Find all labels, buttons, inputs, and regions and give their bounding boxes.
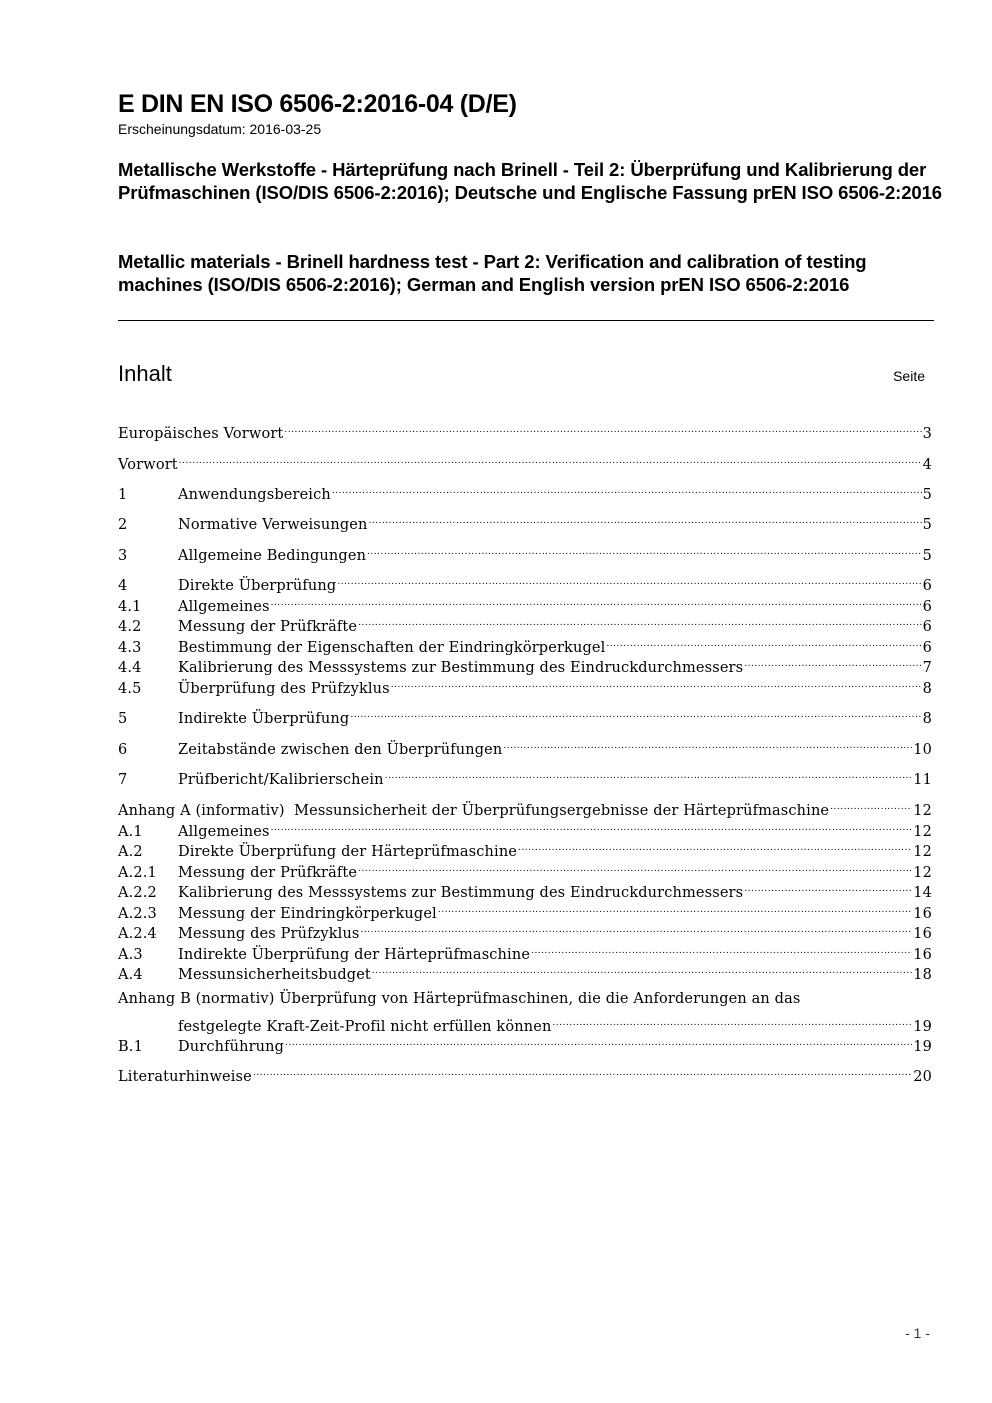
toc-leader-dots (552, 1010, 912, 1031)
toc-entry-page: 20 (913, 1069, 932, 1085)
toc-entry-page: 3 (922, 426, 932, 442)
toc-entry-number: 4.4 (118, 660, 142, 676)
toc-entry[interactable] (118, 539, 932, 564)
toc-page-column-label: Seite (893, 368, 925, 384)
toc-leader-dots (744, 651, 921, 672)
toc-entry[interactable] (118, 448, 932, 473)
toc-leader-dots (271, 815, 913, 836)
toc-leader-dots (391, 672, 922, 693)
toc-entry-number: 6 (118, 742, 128, 758)
toc-leader-dots (385, 763, 913, 784)
toc-entry-number: A.2.3 (118, 906, 157, 922)
toc-entry-number: 4.3 (118, 640, 142, 656)
toc-entry[interactable] (118, 897, 932, 922)
toc-entry-text: Messung der Eindringkörperkugel (178, 906, 437, 922)
toc-leader-dots (337, 569, 921, 590)
toc-entry-text: Normative Verweisungen (178, 517, 368, 533)
toc-entry-number: 2 (118, 517, 128, 533)
toc-leader-dots (179, 448, 922, 469)
toc-leader-dots (503, 733, 912, 754)
toc-entry[interactable] (118, 938, 932, 963)
toc-entry[interactable] (118, 569, 932, 594)
toc-entry-number: 3 (118, 548, 128, 564)
toc-entry-number: A.4 (118, 967, 143, 983)
page-number: - 1 - (905, 1325, 930, 1341)
toc-entry-number: 4.1 (118, 599, 142, 615)
toc-entry-number: A.3 (118, 947, 143, 963)
toc-entry-page: 6 (922, 619, 932, 635)
toc-entry-page: 16 (913, 926, 932, 942)
toc-entry[interactable] (118, 733, 932, 758)
toc-entry[interactable] (118, 958, 932, 983)
toc-leader-dots (606, 631, 921, 652)
toc-entry-number: 7 (118, 772, 128, 788)
header-divider (118, 320, 934, 321)
title-german: Metallische Werkstoffe - Härteprüfung nach Brinell - Teil 2: Überprüfung und Kalibrierung der Prüfmaschinen (ISO/DIS 6506-2:2016); Deutsche und Englische Fassung prEN ISO 6506-2:2016 (118, 159, 942, 203)
toc-entry-page: 12 (913, 865, 932, 881)
toc-entry-page: 19 (913, 1039, 932, 1055)
toc-entry-text: Messung der Prüfkräfte (178, 865, 358, 881)
toc-entry[interactable] (118, 417, 932, 442)
toc-entry-number: A.1 (118, 824, 143, 840)
toc-entry[interactable] (118, 876, 932, 901)
toc-entry[interactable] (118, 917, 932, 942)
toc-entry-text: Kalibrierung des Messsystems zur Bestimmung des Eindruckdurchmessers (178, 660, 744, 676)
toc-entry[interactable] (118, 631, 932, 656)
toc-entry-page: 4 (922, 457, 932, 473)
toc-entry-text: Indirekte Überprüfung der Härteprüfmaschine (178, 947, 531, 963)
toc-leader-dots (253, 1060, 912, 1081)
toc-entry-page: 6 (922, 578, 932, 594)
toc-entry-number: A.2.1 (118, 865, 157, 881)
toc-entry-page: 16 (913, 906, 932, 922)
toc-heading: Inhalt (118, 361, 172, 386)
toc-entry-text: Anhang A (informativ) Messunsicherheit der Überprüfungsergebnisse der Härteprüfmaschine (118, 803, 830, 819)
toc-entry-text: Messung des Prüfzyklus (178, 926, 360, 942)
toc-entry[interactable] (118, 1030, 932, 1055)
toc-entry[interactable] (118, 478, 932, 503)
toc-leader-dots (284, 417, 921, 438)
toc-entry-text: Direkte Überprüfung der Härteprüfmaschine (178, 844, 518, 860)
toc-leader-dots (369, 508, 922, 529)
toc-entry[interactable] (118, 651, 932, 676)
toc-entry-number: 5 (118, 711, 128, 727)
toc-leader-dots (358, 610, 921, 631)
toc-entry-page: 18 (913, 967, 932, 983)
toc-entry-page: 11 (913, 772, 932, 788)
toc-entry-number: 4.2 (118, 619, 142, 635)
toc-entry-number: 4.5 (118, 681, 142, 697)
toc-entry-text: Überprüfung des Prüfzyklus (178, 681, 390, 697)
toc-leader-dots (361, 917, 913, 938)
toc-entry-page: 12 (913, 824, 932, 840)
toc-leader-dots (358, 856, 912, 877)
toc-entry[interactable] (118, 702, 932, 727)
toc-entry-page: 5 (922, 487, 932, 503)
toc-leader-dots (271, 590, 922, 611)
toc-leader-dots (350, 702, 921, 723)
toc-entry-text: Allgemeine Bedingungen (178, 548, 367, 564)
toc-entry-page: 5 (922, 517, 932, 533)
toc-entry[interactable] (118, 856, 932, 881)
toc-entry-page: 14 (913, 885, 932, 901)
toc-entry[interactable] (118, 763, 932, 788)
toc-entry-annex-b-line1[interactable]: Anhang B (normativ) Überprüfung von Härteprüfmaschinen, die die Anforderungen an das (118, 991, 801, 1007)
toc-entry-text: Direkte Überprüfung (178, 578, 337, 594)
toc-leader-dots (438, 897, 912, 918)
toc-entry-text: Indirekte Überprüfung (178, 711, 350, 727)
toc-entry-number: 1 (118, 487, 128, 503)
toc-entry-text: Europäisches Vorwort (118, 426, 284, 442)
toc-entry[interactable] (118, 610, 932, 635)
toc-entry[interactable] (118, 815, 932, 840)
toc-entry-text: Durchführung (178, 1039, 285, 1055)
toc-entry-text: Bestimmung der Eigenschaften der Eindringkörperkugel (178, 640, 606, 656)
toc-entry-page: 12 (913, 844, 932, 860)
toc-entry-page: 19 (913, 1019, 932, 1035)
document-number-title: E DIN EN ISO 6506-2:2016-04 (D/E) (118, 90, 517, 118)
toc-entry-page: 16 (913, 947, 932, 963)
toc-leader-dots (372, 958, 912, 979)
toc-entry-text: Anwendungsbereich (178, 487, 331, 503)
toc-entry-text: Kalibrierung des Messsystems zur Bestimmung des Eindruckdurchmessers (178, 885, 744, 901)
toc-entry[interactable] (118, 590, 932, 615)
toc-entry[interactable] (118, 794, 932, 819)
toc-entry-page: 5 (922, 548, 932, 564)
toc-entry-number: B.1 (118, 1039, 143, 1055)
toc-leader-dots (744, 876, 912, 897)
toc-entry-page: 10 (913, 742, 932, 758)
toc-entry[interactable] (118, 508, 932, 533)
toc-entry-page: 7 (922, 660, 932, 676)
toc-entry[interactable] (118, 835, 932, 860)
toc-entry-text: festgelegte Kraft-Zeit-Profil nicht erfüllen können (178, 1019, 552, 1035)
toc-entry-page: 8 (922, 681, 932, 697)
toc-leader-dots (367, 539, 922, 560)
title-english: Metallic materials - Brinell hardness test - Part 2: Verification and calibration of testing machines (ISO/DIS 6506-2:2016); German and English version prEN ISO 6506-2:2016 (118, 251, 867, 295)
toc-entry-number: 4 (118, 578, 128, 594)
toc-entry-text: Prüfbericht/Kalibrierschein (178, 772, 384, 788)
toc-entry[interactable] (118, 1010, 932, 1035)
toc-entry-text: Messung der Prüfkräfte (178, 619, 358, 635)
toc-entry-number: A.2 (118, 844, 143, 860)
toc-entry-text: Allgemeines (178, 824, 270, 840)
toc-entry[interactable] (118, 672, 932, 697)
toc-entry-text: Allgemeines (178, 599, 270, 615)
toc-entry-page: 12 (913, 803, 932, 819)
toc-leader-dots (830, 794, 912, 815)
toc-entry-page: 6 (922, 599, 932, 615)
toc-entry-page: 6 (922, 640, 932, 656)
toc-leader-dots (531, 938, 912, 959)
toc-entry-text: Messunsicherheitsbudget (178, 967, 371, 983)
toc-entry-text: Vorwort (118, 457, 178, 473)
toc-leader-dots (518, 835, 912, 856)
toc-entry-number: A.2.4 (118, 926, 157, 942)
publication-date: Erscheinungsdatum: 2016-03-25 (118, 121, 322, 137)
toc-leader-dots (332, 478, 922, 499)
toc-entry-text: Zeitabstände zwischen den Überprüfungen (178, 742, 503, 758)
toc-leader-dots (285, 1030, 912, 1051)
toc-entry-text: Literaturhinweise (118, 1069, 252, 1085)
toc-entry-number: A.2.2 (118, 885, 157, 901)
toc-entry[interactable] (118, 1060, 932, 1085)
toc-entry-page: 8 (922, 711, 932, 727)
